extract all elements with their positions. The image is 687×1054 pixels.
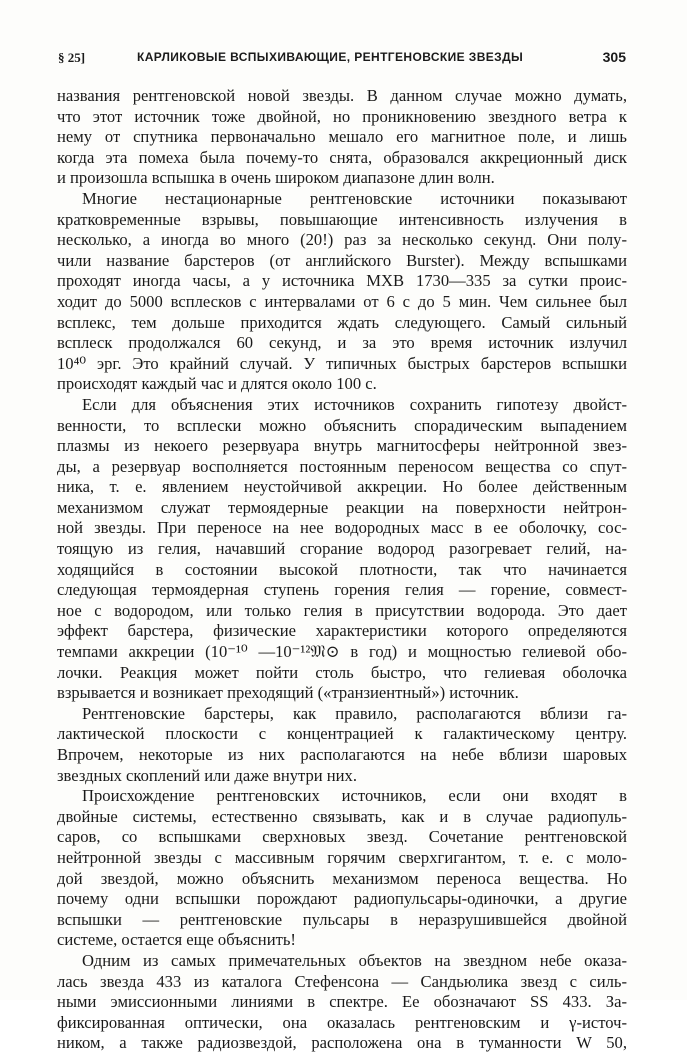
- paragraph: [57, 395, 627, 704]
- text-line: двойные системы, естественно связывать, как и в случае радиопуль-: [57, 806, 627, 826]
- text-line: Если для объяснения этих источников сохранить гипотезу двойст-: [82, 394, 627, 414]
- text-line: когда эта помеха была почему-то снята, образовался аккреционный диск: [57, 147, 627, 167]
- text-line: эффект барстера, физические характеристики которого определяются: [57, 621, 627, 641]
- text-line: лактической плоскости с концентрацией к галактическому центру.: [57, 724, 627, 744]
- running-title: КАРЛИКОВЫЕ ВСПЫХИВАЮЩИЕ, РЕНТГЕНОВСКИЕ ЗВЕЗДЫ: [137, 50, 524, 64]
- text-line: системе, остается еще объяснить!: [57, 930, 296, 950]
- paragraph: [57, 951, 627, 1054]
- text-line: Рентгеновские барстеры, как правило, располагаются вблизи га-: [82, 703, 627, 723]
- text-line: всплеск продолжался 60 секунд, и за это время источник излучил: [57, 333, 627, 353]
- text-line: 10⁴⁰ эрг. Это крайний случай. У типичных быстрых барстеров вспышки: [57, 353, 627, 373]
- body-text: [57, 86, 627, 1054]
- text-line: темпами аккреции (10⁻¹⁰ —10⁻¹²𝔐⊙ в год) и мощностью гелиевой обо-: [57, 642, 627, 662]
- text-line: и произошла вспышка в очень широком диапазоне длин волн.: [57, 168, 495, 188]
- text-line: нейтронной звезды с массивным горячим сверхгигантом, т. е. с моло-: [57, 847, 627, 867]
- paragraph: [57, 86, 627, 189]
- text-line: происходят каждый час и длятся около 100 с.: [57, 374, 377, 394]
- text-line: что этот источник тоже двойной, но проникновению звездного ветра к: [57, 106, 627, 126]
- text-line: саров, со вспышками сверхновых звезд. Сочетание рентгеновской: [57, 827, 627, 847]
- text-line: нему от спутника первоначально мешало его магнитное поле, и лишь: [57, 127, 627, 147]
- text-line: кратковременные взрывы, повышающие интенсивность излучения в: [57, 209, 627, 229]
- section-number: § 25]: [58, 50, 86, 65]
- text-line: чили название барстеров (от английского Burster). Между вспышками: [57, 250, 627, 270]
- text-line: ника, т. е. явлением неустойчивой аккреции. Но более действенным: [57, 477, 627, 497]
- text-line: плазмы из некоего резервуара внутрь магнитосферы нейтронной звез-: [57, 436, 627, 456]
- paragraph: [57, 189, 627, 395]
- text-line: лась звезда 433 из каталога Стефенсона — Сандьюлика звезд с силь-: [57, 971, 627, 991]
- page-number: 305: [602, 49, 626, 65]
- paragraph: [57, 786, 627, 951]
- text-line: следующая термоядерная ступень горения гелия — горение, совмест-: [57, 580, 627, 600]
- text-line: Происхождение рентгеновских источников, если они входят в: [82, 786, 627, 806]
- text-line: ды, а резервуар восполняется постоянным переносом вещества со спут-: [57, 456, 627, 476]
- text-line: звездных скоплений или даже внутри них.: [57, 765, 357, 785]
- text-line: почему одни вспышки порождают радиопульсары-одиночки, а другие: [57, 889, 627, 909]
- paragraph: [57, 704, 627, 786]
- text-line: взрывается и возникает преходящий («транзиентный») источник.: [57, 683, 519, 703]
- text-line: ное с водородом, или только гелия в присутствии водорода. Это дает: [57, 600, 627, 620]
- running-header: [58, 50, 626, 70]
- text-line: ходящийся в состоянии высокой плотности, так что начинается: [57, 559, 627, 579]
- text-line: всплекс, тем дольше приходится ждать следующего. Самый сильный: [57, 312, 627, 332]
- text-line: Одним из самых примечательных объектов на звездном небе оказа-: [82, 950, 627, 970]
- text-line: проходят иногда часы, а у источника МХВ 1730—335 за сутки проис-: [57, 271, 627, 291]
- text-line: ходит до 5000 всплесков с интервалами от 6 с до 5 мин. Чем сильнее был: [57, 291, 627, 311]
- text-line: фиксированная оптически, она оказалась рентгеновским и γ-источ-: [57, 1012, 627, 1032]
- text-line: Многие нестационарные рентгеновские источники показывают: [82, 188, 627, 208]
- text-line: несколько, а иногда во много (20!) раз за несколько секунд. Они полу-: [57, 230, 627, 250]
- text-line: ными эмиссионными линиями в спектре. Ее обозначают SS 433. За-: [57, 992, 627, 1012]
- text-line: вспышки — рентгеновские пульсары в неразрушившейся двойной: [57, 909, 627, 929]
- text-line: дой звездой, можно объяснить механизмом переноса вещества. Но: [57, 868, 627, 888]
- text-line: механизмом служат термоядерные реакции на поверхности нейтрон-: [57, 497, 627, 517]
- text-line: ной звезды. При переносе на нее водородных масс в ее оболочку, сос-: [57, 518, 627, 538]
- text-line: лочки. Реакция может пойти столь быстро, что гелиевая оболочка: [57, 662, 627, 682]
- text-line: Впрочем, некоторые из них располагаются на небе вблизи шаровых: [57, 745, 627, 764]
- text-line: венности, то всплески можно объяснить спорадическим выпадением: [57, 415, 627, 435]
- text-line: ником, а также радиозвездой, расположена она в туманности W 50,: [57, 1033, 627, 1053]
- text-line: тоящую из гелия, начавший сгорание водород разогревает гелий, на-: [57, 539, 627, 559]
- text-line: названия рентгеновской новой звезды. В данном случае можно думать,: [57, 86, 627, 105]
